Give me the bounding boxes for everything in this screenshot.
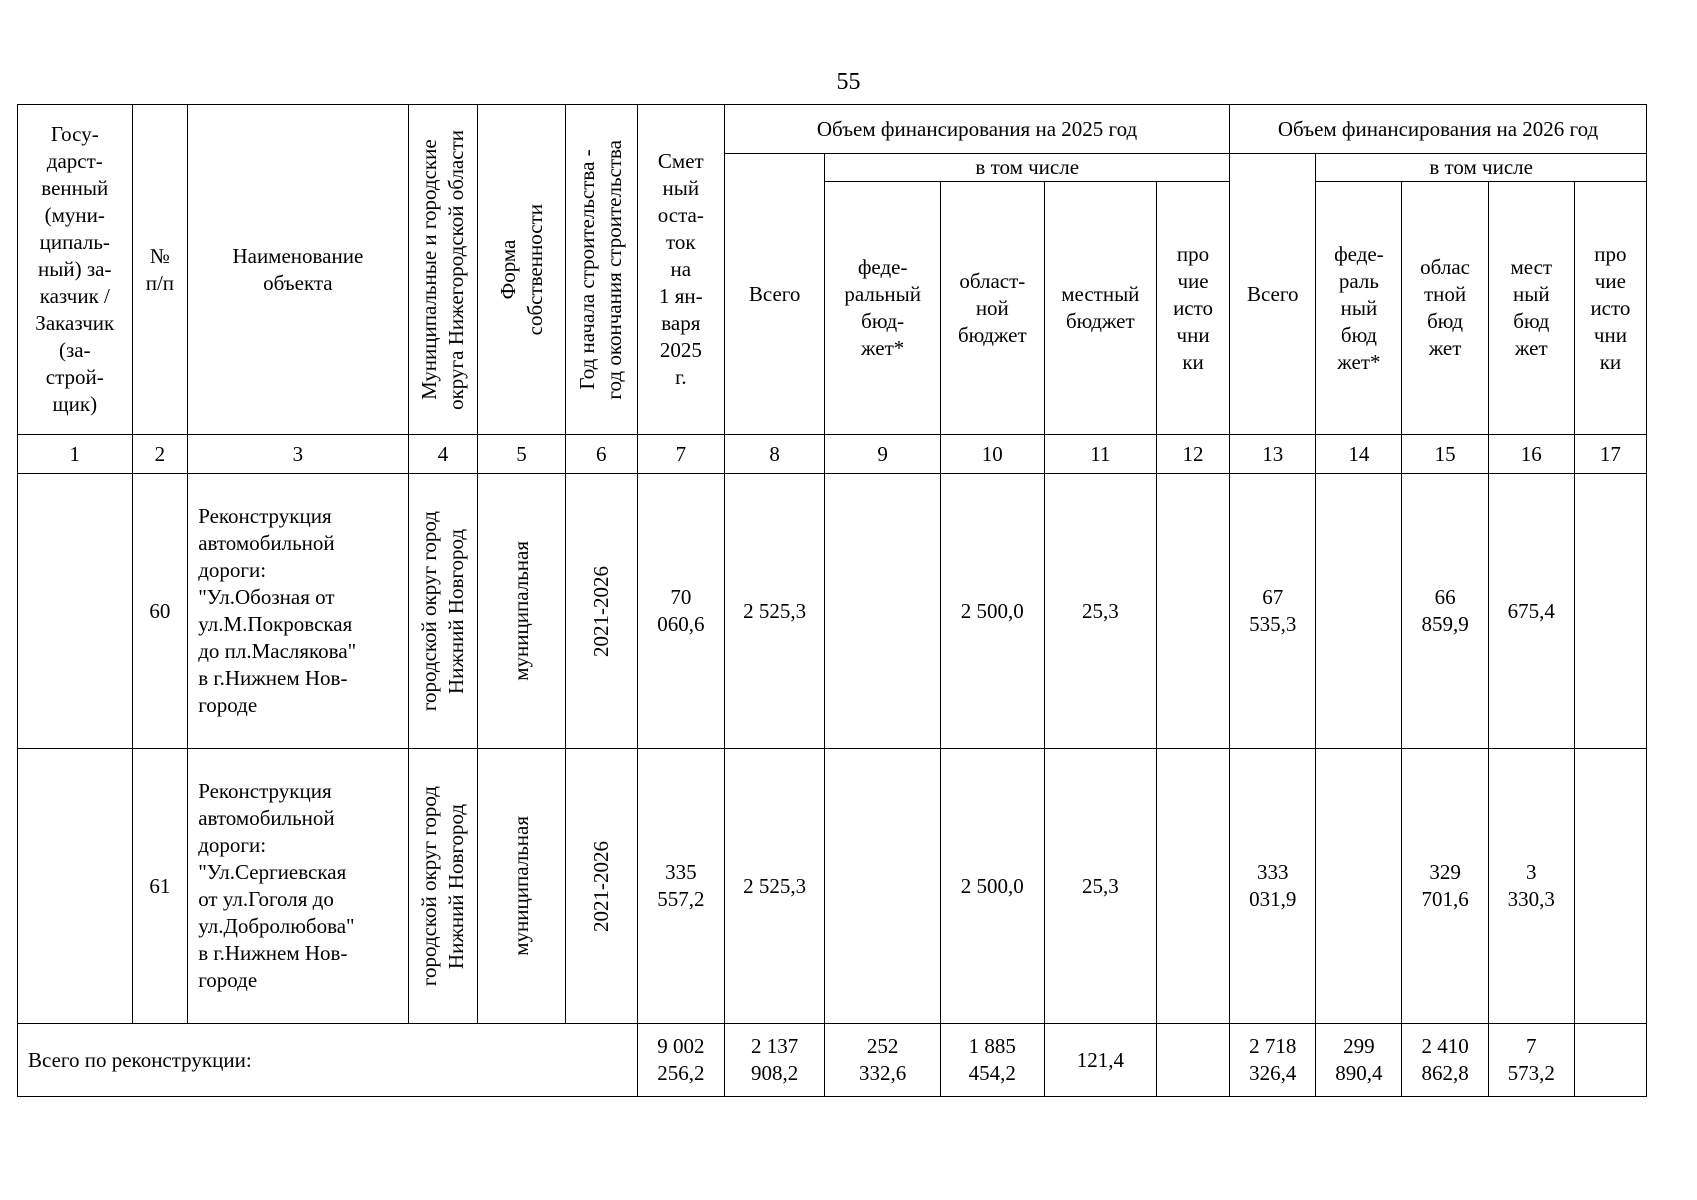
header-ownership: Форма собственности (495, 203, 547, 336)
row-ownership: муниципальная (509, 816, 534, 956)
header-num: № п/п (132, 105, 188, 435)
table-row (18, 474, 1647, 749)
header-2025-regional: област- ной бюджет (940, 182, 1044, 435)
column-number: 4 (408, 435, 478, 474)
header-2026-including: в том числе (1316, 154, 1647, 182)
row-municipality: городской округ город Нижний Новгород (416, 510, 468, 712)
row-2025-local: 25,3 (1044, 474, 1156, 749)
column-number: 17 (1574, 435, 1646, 474)
row-num: 60 (132, 474, 188, 749)
header-2026-federal: феде- раль ный бюд жет* (1316, 182, 1402, 435)
row-2026-federal (1316, 474, 1402, 749)
totals-2025-local: 121,4 (1044, 1024, 1156, 1097)
column-number: 3 (188, 435, 408, 474)
row-2026-other (1574, 474, 1646, 749)
totals-2026-other (1574, 1024, 1646, 1097)
totals-2025-federal: 252 332,6 (825, 1024, 941, 1097)
row-2025-other (1157, 749, 1230, 1024)
header-2025-total: Всего (724, 154, 824, 435)
header-municipalities-cell (408, 105, 478, 435)
row-2026-total: 67 535,3 (1230, 474, 1316, 749)
row-2025-total: 2 525,3 (724, 749, 824, 1024)
row-2026-local: 675,4 (1488, 474, 1574, 749)
row-2025-other (1157, 474, 1230, 749)
header-2025-other: про чие исто чни ки (1157, 182, 1230, 435)
column-number: 14 (1316, 435, 1402, 474)
column-number: 13 (1230, 435, 1316, 474)
column-number: 16 (1488, 435, 1574, 474)
row-customer (18, 474, 133, 749)
header-fin-2025: Объем финансирования на 2025 год (724, 105, 1229, 154)
row-2026-federal (1316, 749, 1402, 1024)
row-2025-federal (825, 474, 941, 749)
totals-2026-total: 2 718 326,4 (1230, 1024, 1316, 1097)
totals-2025-other (1157, 1024, 1230, 1097)
row-years-cell (565, 749, 637, 1024)
header-2025-federal: феде- ральный бюд- жет* (825, 182, 941, 435)
page-number: 55 (836, 69, 861, 95)
row-municipality-cell (408, 749, 478, 1024)
row-num: 61 (132, 749, 188, 1024)
totals-label: Всего по реконструкции: (18, 1024, 638, 1097)
column-number: 1 (18, 435, 133, 474)
totals-estimate: 9 002 256,2 (637, 1024, 724, 1097)
row-2025-total: 2 525,3 (724, 474, 824, 749)
row-2026-other (1574, 749, 1646, 1024)
totals-2026-regional: 2 410 862,8 (1402, 1024, 1488, 1097)
row-2026-regional: 66 859,9 (1402, 474, 1488, 749)
column-number-row (18, 435, 1647, 474)
row-years-cell (565, 474, 637, 749)
row-municipality-cell (408, 474, 478, 749)
header-2026-total: Всего (1230, 154, 1316, 435)
header-years-cell (565, 105, 637, 435)
row-2026-local: 3 330,3 (1488, 749, 1574, 1024)
header-fin-2026: Объем финансирования на 2026 год (1230, 105, 1647, 154)
totals-2026-federal: 299 890,4 (1316, 1024, 1402, 1097)
column-number: 11 (1044, 435, 1156, 474)
row-municipality: городской округ город Нижний Новгород (416, 785, 468, 987)
header-2026-regional: облас тной бюд жет (1402, 182, 1488, 435)
row-object-name: Реконструкция автомобильной дороги: "Ул.Сергиевская от ул.Гоголя до ул.Добролюбова" в г.Нижнем Нов- городе (188, 749, 408, 1024)
header-2025-including: в том числе (825, 154, 1230, 182)
column-number: 9 (825, 435, 941, 474)
column-number: 6 (565, 435, 637, 474)
row-2025-regional: 2 500,0 (940, 749, 1044, 1024)
row-2026-total: 333 031,9 (1230, 749, 1316, 1024)
investment-table (17, 104, 1647, 1097)
row-2025-local: 25,3 (1044, 749, 1156, 1024)
row-years: 2021-2026 (588, 565, 613, 657)
row-years: 2021-2026 (588, 840, 613, 932)
column-number: 2 (132, 435, 188, 474)
row-estimate: 70 060,6 (637, 474, 724, 749)
column-number: 12 (1157, 435, 1230, 474)
row-estimate: 335 557,2 (637, 749, 724, 1024)
column-number: 15 (1402, 435, 1488, 474)
row-ownership-cell (478, 749, 565, 1024)
header-2026-local: мест ный бюд жет (1488, 182, 1574, 435)
header-estimate: Смет ный оста- ток на 1 ян- варя 2025 г. (637, 105, 724, 435)
totals-2025-regional: 1 885 454,2 (940, 1024, 1044, 1097)
column-number: 7 (637, 435, 724, 474)
totals-row (18, 1024, 1647, 1097)
column-number: 8 (724, 435, 824, 474)
row-ownership: муниципальная (509, 541, 534, 681)
row-2026-regional: 329 701,6 (1402, 749, 1488, 1024)
row-2025-regional: 2 500,0 (940, 474, 1044, 749)
row-customer (18, 749, 133, 1024)
column-number: 5 (478, 435, 565, 474)
header-ownership-cell (478, 105, 565, 435)
header-2025-local: местный бюджет (1044, 182, 1156, 435)
header-municipalities: Муниципальные и городские округа Нижегородской области (416, 129, 468, 410)
header-customer: Госу- дарст- венный (муни- ципаль- ный) за- казчик / Заказчик (за- строй- щик) (18, 105, 133, 435)
row-2025-federal (825, 749, 941, 1024)
totals-2025-total: 2 137 908,2 (724, 1024, 824, 1097)
header-object-name: Наименование объекта (188, 105, 408, 435)
column-number: 10 (940, 435, 1044, 474)
row-ownership-cell (478, 474, 565, 749)
totals-2026-local: 7 573,2 (1488, 1024, 1574, 1097)
table-row (18, 749, 1647, 1024)
row-object-name: Реконструкция автомобильной дороги: "Ул.Обозная от ул.М.Покровская до пл.Маслякова" в г.Нижнем Нов- городе (188, 474, 408, 749)
header-years: Год начала строительства - год окончания строительства (575, 139, 627, 400)
header-2026-other: про чие исто чни ки (1574, 182, 1646, 435)
